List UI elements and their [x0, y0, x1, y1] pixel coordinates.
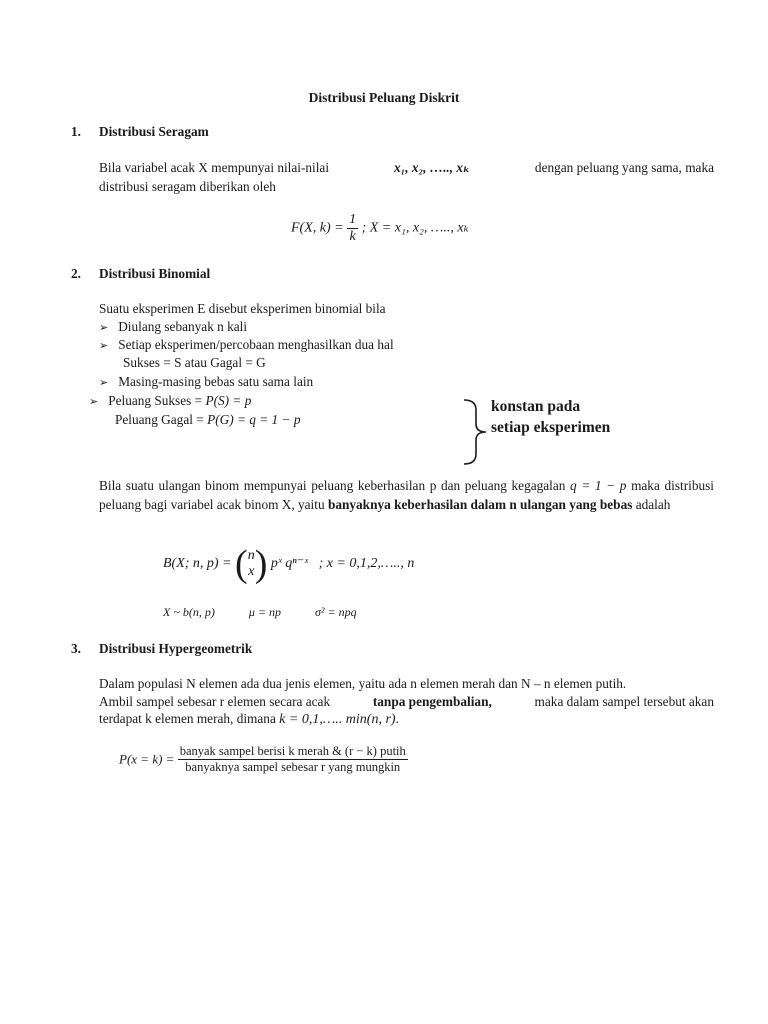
hyper-line2-b: maka dalam sampel tersebut akan: [534, 694, 714, 709]
hyper-line3-text: terdapat k elemen merah, dimana: [99, 711, 276, 726]
variance-formula: σ² = npq: [314, 605, 357, 619]
curly-brace-icon: [458, 398, 488, 466]
binomial-bullet-3: [99, 374, 313, 390]
binomial-formula-lhs: B(X; n, p) =: [163, 556, 232, 572]
seragam-paragraph-line1: [99, 160, 714, 176]
seragam-text-a: Bila variabel acak X mempunyai nilai-nilai: [99, 160, 330, 175]
section-2-heading: Distribusi Binomial: [99, 266, 211, 281]
binomial-paragraph: [99, 477, 714, 514]
binomial-para-bold: banyaknya keberhasilan dalam n ulangan yang bebas: [327, 496, 633, 512]
binomial-para-a: Bila suatu ulangan binom mempunyai peluang keberhasilan p dan peluang kegagalan: [99, 478, 566, 493]
seragam-formula: [291, 212, 469, 245]
hyper-line2: [99, 694, 714, 710]
binomial-gagal-line: [115, 412, 300, 428]
binomial-formula-rhs: pˣ qⁿ⁻ˣ: [270, 556, 309, 572]
binomial-bullet-2: [99, 337, 394, 353]
binomial-bullet-2-text: Setiap eksperimen/percobaan menghasilkan dua hal: [118, 337, 394, 352]
hyper-fraction-num: banyak sampel berisi k merah & (r − k) putih: [179, 744, 406, 758]
hyper-line1: Dalam populasi N elemen ada dua jenis elemen, yaitu ada n elemen merah dan N – n elemen putih.: [99, 676, 627, 691]
section-2-number: 2.: [71, 266, 81, 281]
binomial-notation-line: [163, 605, 357, 620]
binom-coefficient: [248, 548, 255, 580]
binomial-bullet-1: [99, 319, 247, 335]
hyper-line3-end: .: [395, 711, 399, 726]
binomial-intro: Suatu eksperimen E disebut eksperimen binomial bila: [99, 301, 386, 316]
binomial-para-q: q = 1 − p: [570, 478, 627, 493]
seragam-formula-rhs: ; X = x₁, x₂, ….., xₖ: [361, 220, 469, 236]
arrow-bullet-icon: ➢: [89, 396, 99, 408]
hyper-formula: [119, 744, 408, 775]
binom-left-paren: (: [235, 543, 248, 585]
brace-note-line2: setiap eksperimen: [491, 419, 611, 436]
binomial-formula-range: ; x = 0,1,2,….., n: [318, 556, 415, 572]
sukses-formula: P(S) = p: [205, 393, 252, 408]
binomial-bullet-4-text: Peluang Sukses =: [108, 393, 203, 408]
hyper-line2-bold: tanpa pengembalian,: [372, 694, 492, 709]
gagal-label: Peluang Gagal =: [115, 412, 204, 427]
page-title: Distribusi Peluang Diskrit: [308, 90, 460, 105]
hyper-line2-a: Ambil sampel sebesar r elemen secara acak: [99, 694, 331, 709]
binomial-bullet-4: [89, 393, 251, 409]
arrow-bullet-icon: ➢: [99, 322, 109, 334]
binomial-formula: [163, 545, 414, 583]
seragam-text-b: dengan peluang yang sama, maka: [534, 160, 714, 175]
hyper-fraction: [178, 744, 408, 775]
hyper-k-range: k = 0,1,….. min(n, r): [279, 712, 396, 727]
binom-top: n: [247, 548, 255, 563]
arrow-bullet-icon: ➢: [99, 377, 109, 389]
binom-bottom: x: [248, 564, 255, 579]
dist-notation: X ~ b(n, p): [163, 605, 215, 619]
binomial-para-b: maka distribusi peluang bagi variabel acak binom X, yaitu: [99, 478, 714, 512]
binomial-sukses-gagal: Sukses = S atau Gagal = G: [123, 355, 266, 370]
hyper-line3: [99, 711, 399, 728]
section-1-heading: Distribusi Seragam: [99, 124, 209, 139]
brace-note-line1: konstan pada: [491, 398, 581, 415]
section-3-number: 3.: [71, 641, 81, 656]
binom-right-paren: ): [254, 543, 268, 585]
hyper-formula-lhs: P(x = k) =: [119, 751, 175, 767]
binomial-bullet-3-text: Masing-masing bebas satu sama lain: [118, 374, 314, 389]
seragam-fraction-num: 1: [349, 212, 357, 227]
seragam-paragraph-line2: distribusi seragam diberikan oleh: [99, 179, 276, 194]
section-3-heading: Distribusi Hypergeometrik: [99, 641, 253, 656]
gagal-formula: P(G) = q = 1 − p: [207, 412, 301, 427]
seragam-inline-values: x₁, x₂, ….., xₖ: [393, 160, 471, 175]
seragam-formula-lhs: F(X, k) =: [291, 220, 344, 236]
mean-formula: μ = np: [248, 605, 281, 619]
section-1-number: 1.: [71, 124, 81, 139]
binomial-para-c: adalah: [635, 496, 671, 512]
seragam-fraction: [347, 212, 358, 245]
binomial-bullet-1-text: Diulang sebanyak n kali: [118, 319, 248, 334]
seragam-fraction-den: k: [349, 229, 356, 244]
hyper-fraction-den: banyaknya sampel sebesar r yang mungkin: [185, 760, 401, 774]
arrow-bullet-icon: ➢: [99, 340, 109, 352]
